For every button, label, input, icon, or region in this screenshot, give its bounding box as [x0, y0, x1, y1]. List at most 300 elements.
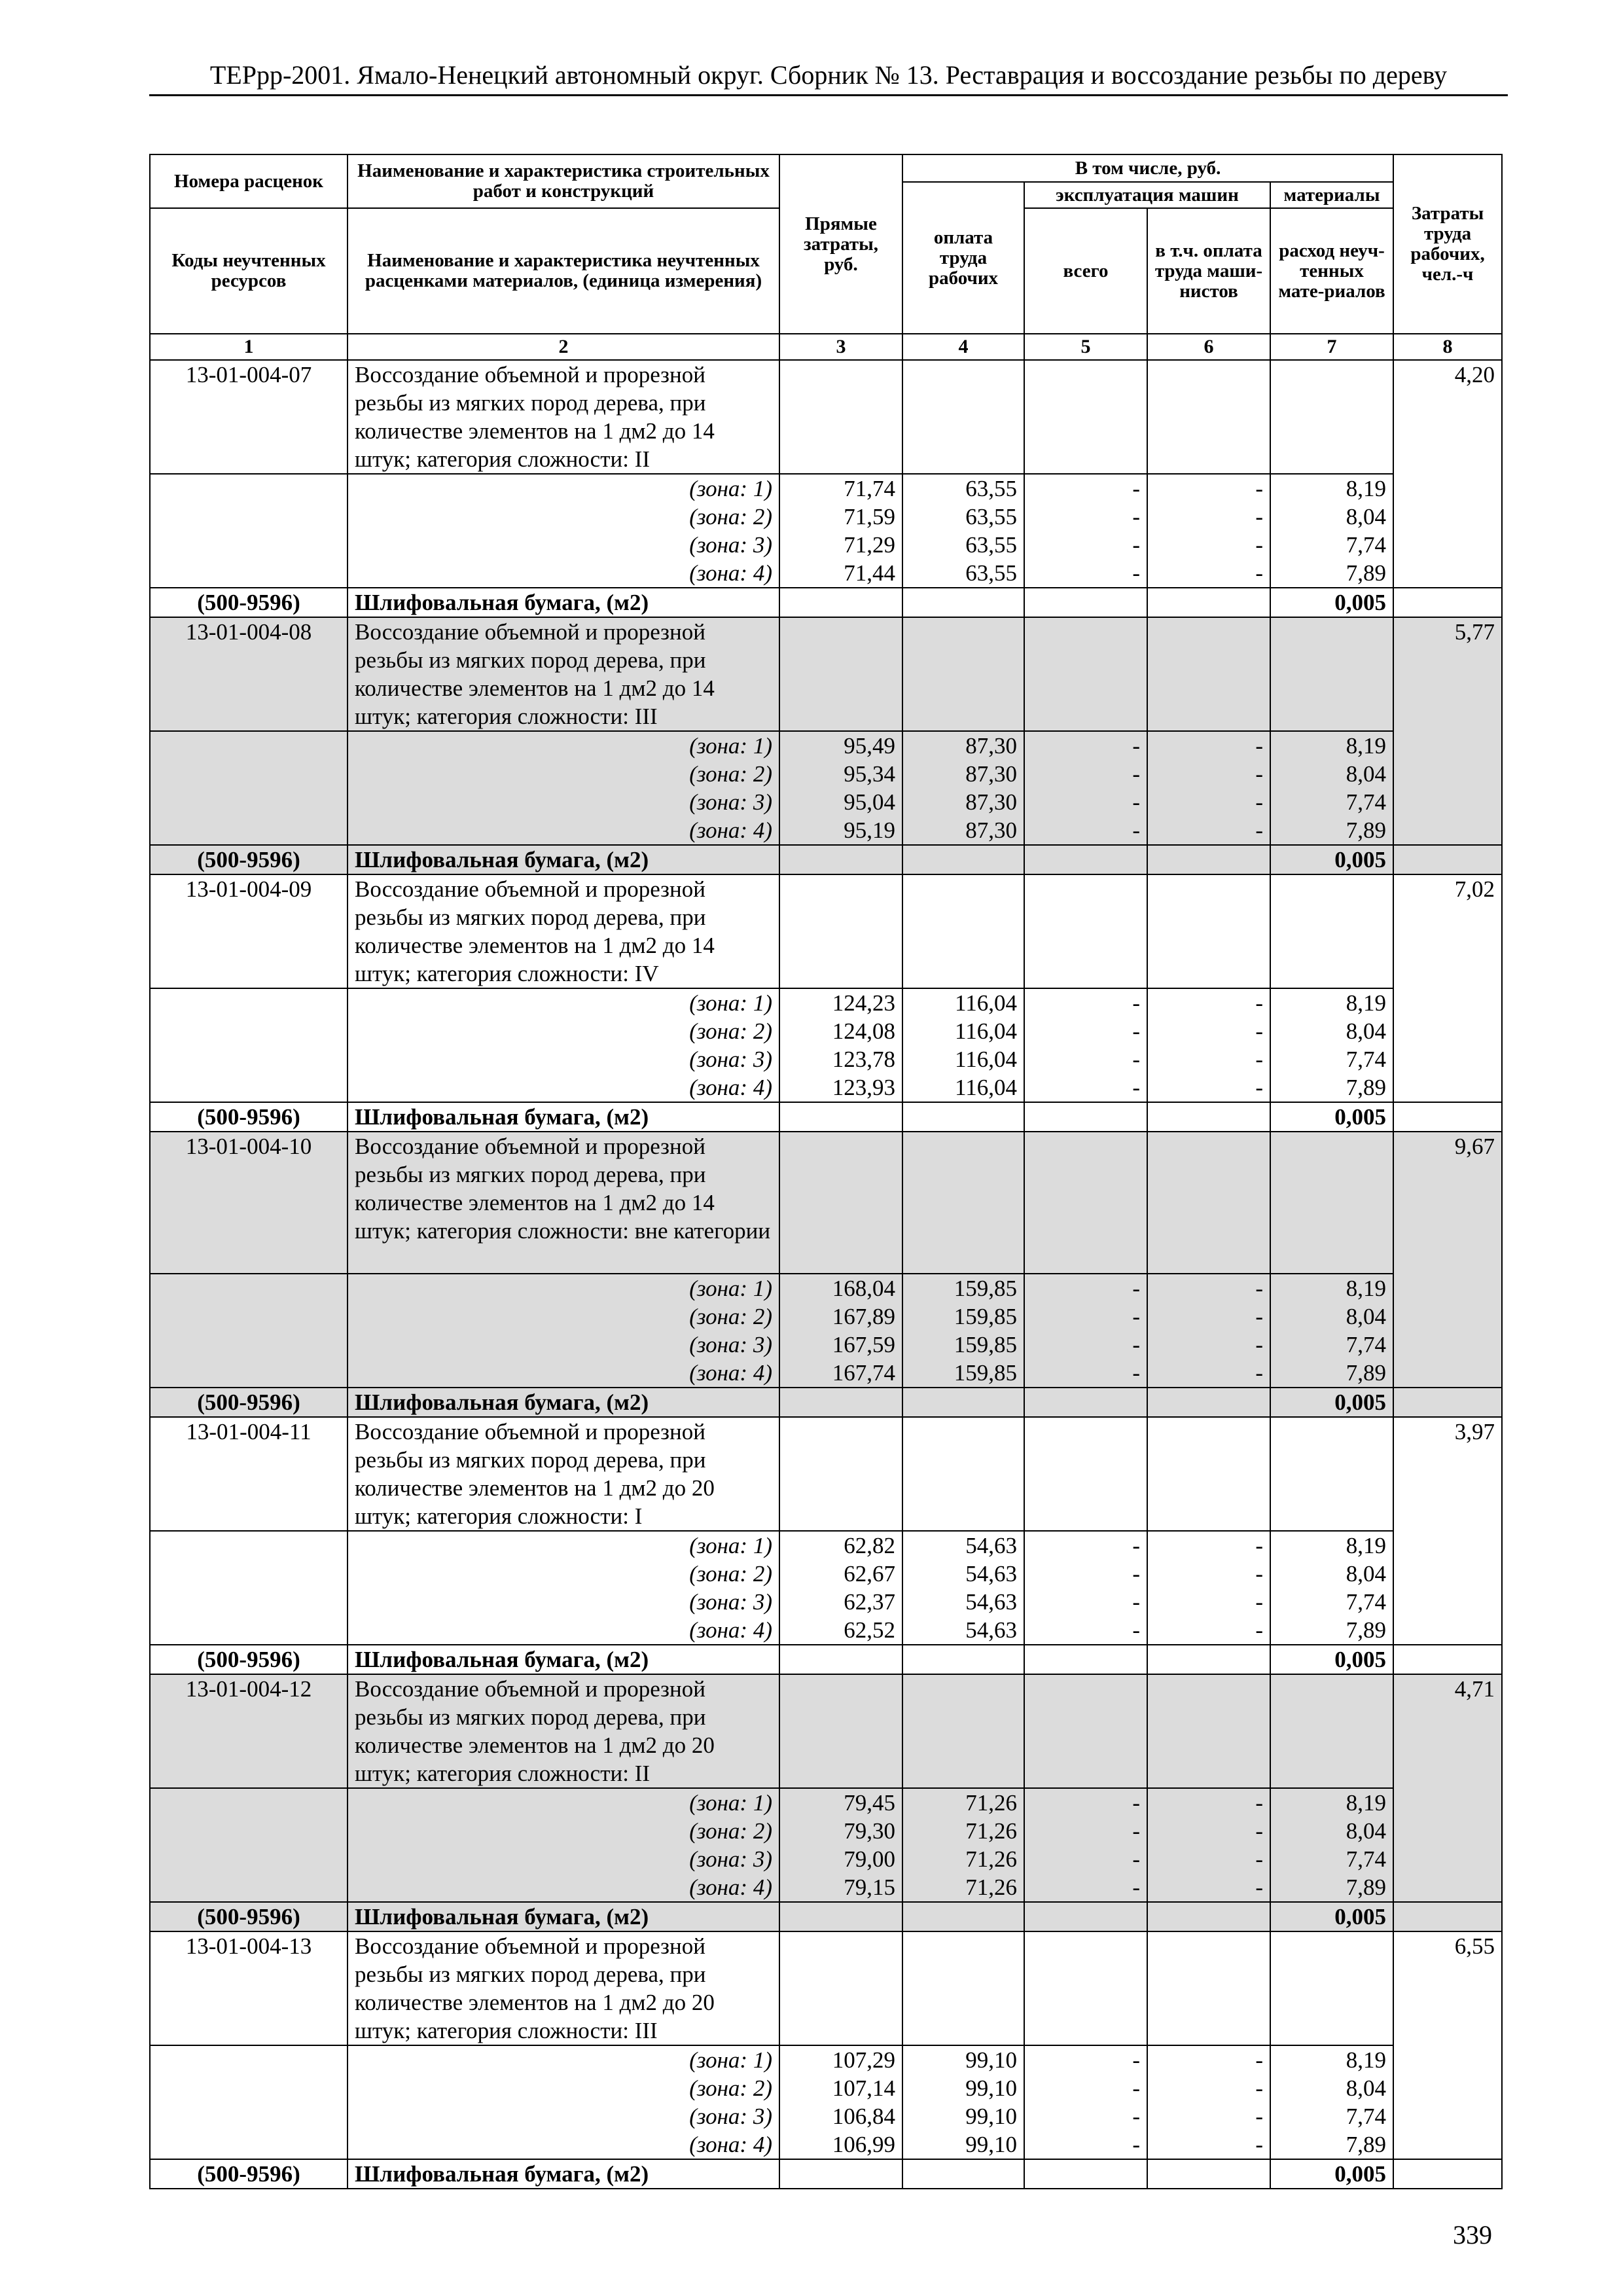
worker-pay-value: 63,55	[965, 560, 1017, 586]
header-labor-costs: Затраты труда рабочих, чел.-ч	[1393, 154, 1502, 334]
resource-row	[150, 845, 1502, 874]
empty-cell	[1147, 1417, 1270, 1531]
materials-value: 7,74	[1346, 532, 1387, 558]
machinist-pay-value: -	[1255, 817, 1263, 843]
resource-row	[150, 588, 1502, 617]
empty-cell	[1270, 1931, 1393, 2045]
spacer	[157, 2046, 340, 2074]
empty-cell	[1393, 1388, 1502, 1417]
empty-cell	[779, 617, 902, 731]
column-number: 7	[1270, 334, 1393, 360]
zone-label: (зона: 1)	[689, 476, 772, 501]
zone-cell	[779, 988, 902, 1102]
zone-cell	[902, 474, 1024, 588]
work-description: Воссоздание объемной и прорезной резьбы из мягких пород дерева, при количестве элементов на 1 дм2 до 14 штук; категория сложности: IV	[348, 874, 779, 988]
zone-cell	[1270, 1788, 1393, 1902]
direct-costs-value: 62,52	[844, 1617, 895, 1643]
empty-cell	[1147, 1102, 1270, 1132]
zone-cell	[1147, 2045, 1270, 2159]
machinist-pay-value: -	[1255, 476, 1263, 501]
machinist-pay-value: -	[1255, 2104, 1263, 2129]
zone-label: (зона: 2)	[689, 1304, 772, 1329]
worker-pay-value: 159,85	[954, 1276, 1017, 1301]
machinist-pay-value: -	[1255, 1874, 1263, 1900]
zone-label: (зона: 3)	[689, 1846, 772, 1872]
materials-value: 7,89	[1346, 1874, 1387, 1900]
empty-cell	[902, 1674, 1024, 1788]
empty-cell	[1024, 2159, 1147, 2189]
zone-cell	[150, 731, 348, 845]
empty-cell	[902, 1902, 1024, 1931]
machinery-total-value: -	[1132, 560, 1140, 586]
zone-cell	[779, 1788, 902, 1902]
direct-costs-value: 107,14	[832, 2075, 895, 2101]
zone-label: (зона: 2)	[689, 761, 772, 787]
empty-cell	[902, 360, 1024, 474]
zone-cell	[348, 2045, 779, 2159]
resource-name: Шлифовальная бумага, (м2)	[348, 1902, 779, 1931]
zone-cell	[1270, 2045, 1393, 2159]
empty-cell	[902, 588, 1024, 617]
direct-costs-value: 95,49	[844, 733, 895, 759]
machinist-pay-value: -	[1255, 990, 1263, 1016]
empty-cell	[1270, 1132, 1393, 1274]
empty-cell	[779, 845, 902, 874]
materials-value: 8,04	[1346, 1018, 1387, 1044]
machinery-total-value: -	[1132, 1561, 1140, 1587]
empty-cell	[779, 1102, 902, 1132]
zone-cell	[1024, 1788, 1147, 1902]
direct-costs-value: 95,04	[844, 789, 895, 815]
machinery-total-value: -	[1132, 532, 1140, 558]
zone-cell	[1024, 2045, 1147, 2159]
machinery-total-value: -	[1132, 2104, 1140, 2129]
machinist-pay-value: -	[1255, 1075, 1263, 1100]
worker-pay-value: 54,63	[965, 1589, 1017, 1615]
machinist-pay-value: -	[1255, 733, 1263, 759]
machinist-pay-value: -	[1255, 1589, 1263, 1615]
zone-cell	[150, 1788, 348, 1902]
empty-cell	[902, 1132, 1024, 1274]
empty-cell	[1270, 874, 1393, 988]
column-numbers-row	[150, 334, 1502, 360]
empty-cell	[1147, 1132, 1270, 1274]
empty-cell	[779, 1388, 902, 1417]
direct-costs-value: 167,89	[832, 1304, 895, 1329]
resource-name: Шлифовальная бумага, (м2)	[348, 1102, 779, 1132]
empty-cell	[1024, 874, 1147, 988]
machinist-pay-value: -	[1255, 1018, 1263, 1044]
machinist-pay-value: -	[1255, 1360, 1263, 1386]
empty-cell	[779, 1902, 902, 1931]
spacer	[157, 1616, 340, 1644]
materials-value: 8,04	[1346, 761, 1387, 787]
direct-costs-value: 79,00	[844, 1846, 895, 1872]
materials-value: 7,89	[1346, 560, 1387, 586]
rate-code: 13-01-004-11	[150, 1417, 348, 1531]
zone-cell	[150, 2045, 348, 2159]
materials-value: 8,19	[1346, 1790, 1387, 1816]
worker-pay-value: 159,85	[954, 1360, 1017, 1386]
zone-cell	[1270, 988, 1393, 1102]
empty-cell	[1024, 1132, 1147, 1274]
header-worker-pay: оплата труда рабочих	[902, 182, 1024, 334]
rate-block	[150, 1674, 1502, 1931]
spacer	[157, 1302, 340, 1331]
empty-cell	[1147, 588, 1270, 617]
empty-cell	[779, 1645, 902, 1674]
zone-label: (зона: 4)	[689, 560, 772, 586]
materials-value: 7,89	[1346, 817, 1387, 843]
machinery-total-value: -	[1132, 1874, 1140, 1900]
column-number: 6	[1147, 334, 1270, 360]
zone-cell	[1024, 1274, 1147, 1388]
empty-cell	[902, 874, 1024, 988]
zone-label: (зона: 4)	[689, 1617, 772, 1643]
empty-cell	[1024, 1102, 1147, 1132]
empty-cell	[1024, 1645, 1147, 1674]
machinist-pay-value: -	[1255, 1533, 1263, 1558]
empty-cell	[1024, 360, 1147, 474]
direct-costs-value: 124,23	[832, 990, 895, 1016]
column-number: 1	[150, 334, 348, 360]
direct-costs-value: 62,82	[844, 1533, 895, 1558]
zone-label: (зона: 4)	[689, 1075, 772, 1100]
machinery-total-value: -	[1132, 1846, 1140, 1872]
zone-label: (зона: 4)	[689, 1874, 772, 1900]
machinery-total-value: -	[1132, 733, 1140, 759]
resource-name: Шлифовальная бумага, (м2)	[348, 1388, 779, 1417]
zone-cell	[1270, 731, 1393, 845]
empty-cell	[902, 1931, 1024, 2045]
work-description: Воссоздание объемной и прорезной резьбы из мягких пород дерева, при количестве элементов на 1 дм2 до 20 штук; категория сложности: I	[348, 1417, 779, 1531]
empty-cell	[902, 1102, 1024, 1132]
materials-value: 8,19	[1346, 990, 1387, 1016]
resource-qty: 0,005	[1270, 845, 1393, 874]
resource-qty: 0,005	[1270, 588, 1393, 617]
labor-costs-value: 6,55	[1393, 1931, 1502, 2159]
zones-row	[150, 1274, 1502, 1388]
zone-cell	[1147, 731, 1270, 845]
direct-costs-value: 106,84	[832, 2104, 895, 2129]
direct-costs-value: 95,19	[844, 817, 895, 843]
direct-costs-value: 124,08	[832, 1018, 895, 1044]
zone-cell	[348, 1274, 779, 1388]
worker-pay-value: 159,85	[954, 1332, 1017, 1357]
empty-cell	[1393, 845, 1502, 874]
machinist-pay-value: -	[1255, 1846, 1263, 1872]
empty-cell	[1270, 360, 1393, 474]
column-number: 3	[779, 334, 902, 360]
machinery-total-value: -	[1132, 2132, 1140, 2157]
zone-cell	[902, 1531, 1024, 1645]
worker-pay-value: 99,10	[965, 2047, 1017, 2073]
rate-block	[150, 617, 1502, 874]
zone-cell	[348, 1531, 779, 1645]
empty-cell	[902, 845, 1024, 874]
machinery-total-value: -	[1132, 1276, 1140, 1301]
machinery-total-value: -	[1132, 1018, 1140, 1044]
machinery-total-value: -	[1132, 789, 1140, 815]
rate-code: 13-01-004-12	[150, 1674, 348, 1788]
machinist-pay-value: -	[1255, 504, 1263, 529]
zone-cell	[779, 2045, 902, 2159]
spacer	[157, 1532, 340, 1560]
column-number: 2	[348, 334, 779, 360]
spacer	[157, 2074, 340, 2102]
rate-code: 13-01-004-13	[150, 1931, 348, 2045]
rate-block	[150, 874, 1502, 1132]
zone-cell	[1270, 1531, 1393, 1645]
machinist-pay-value: -	[1255, 532, 1263, 558]
machinist-pay-value: -	[1255, 2047, 1263, 2073]
empty-cell	[779, 1132, 902, 1274]
labor-costs-value: 9,67	[1393, 1132, 1502, 1388]
work-description: Воссоздание объемной и прорезной резьбы из мягких пород дерева, при количестве элементов на 1 дм2 до 14 штук; категория сложности: вне категории	[348, 1132, 779, 1274]
machinist-pay-value: -	[1255, 1561, 1263, 1587]
materials-value: 7,89	[1346, 1360, 1387, 1386]
zones-row	[150, 1531, 1502, 1645]
worker-pay-value: 71,26	[965, 1846, 1017, 1872]
empty-cell	[1024, 1902, 1147, 1931]
resource-row	[150, 1102, 1502, 1132]
machinery-total-value: -	[1132, 2047, 1140, 2073]
header-machinery: эксплуатация машин	[1024, 182, 1270, 208]
spacer	[157, 475, 340, 503]
spacer	[157, 760, 340, 788]
empty-cell	[779, 2159, 902, 2189]
rate-code: 13-01-004-10	[150, 1132, 348, 1274]
spacer	[157, 1045, 340, 1073]
rate-code: 13-01-004-09	[150, 874, 348, 988]
worker-pay-value: 87,30	[965, 789, 1017, 815]
materials-value: 7,74	[1346, 789, 1387, 815]
empty-cell	[1147, 1645, 1270, 1674]
zone-cell	[150, 1531, 348, 1645]
zone-label: (зона: 2)	[689, 1818, 772, 1844]
direct-costs-value: 62,37	[844, 1589, 895, 1615]
empty-cell	[1024, 1417, 1147, 1531]
table-header	[150, 154, 1502, 360]
direct-costs-value: 168,04	[832, 1276, 895, 1301]
materials-value: 8,04	[1346, 1818, 1387, 1844]
work-description: Воссоздание объемной и прорезной резьбы из мягких пород дерева, при количестве элементов на 1 дм2 до 20 штук; категория сложности: III	[348, 1931, 779, 2045]
machinist-pay-value: -	[1255, 1617, 1263, 1643]
worker-pay-value: 99,10	[965, 2075, 1017, 2101]
zone-cell	[1270, 1274, 1393, 1388]
empty-cell	[779, 1674, 902, 1788]
zone-cell	[779, 731, 902, 845]
zone-label: (зона: 2)	[689, 504, 772, 529]
machinist-pay-value: -	[1255, 2075, 1263, 2101]
table-row	[150, 1674, 1502, 1788]
header-machinist-pay: в т.ч. оплата труда маши-нистов	[1147, 208, 1270, 334]
zone-cell	[902, 988, 1024, 1102]
spacer	[157, 559, 340, 587]
zone-cell	[779, 1274, 902, 1388]
worker-pay-value: 87,30	[965, 761, 1017, 787]
zone-cell	[1147, 1531, 1270, 1645]
empty-cell	[1147, 1388, 1270, 1417]
spacer	[157, 1817, 340, 1845]
header-resource-name: Наименование и характеристика неучтенных расценками материалов, (единица измерения)	[348, 208, 779, 334]
zones-row	[150, 474, 1502, 588]
machinery-total-value: -	[1132, 2075, 1140, 2101]
materials-value: 8,19	[1346, 1533, 1387, 1558]
rate-block	[150, 1132, 1502, 1417]
spacer	[157, 1017, 340, 1045]
empty-cell	[1147, 874, 1270, 988]
machinery-total-value: -	[1132, 817, 1140, 843]
zone-cell	[1024, 731, 1147, 845]
table-row	[150, 874, 1502, 988]
empty-cell	[1270, 617, 1393, 731]
resource-code: (500-9596)	[150, 2159, 348, 2189]
zone-label: (зона: 4)	[689, 817, 772, 843]
zone-cell	[348, 474, 779, 588]
machinist-pay-value: -	[1255, 1818, 1263, 1844]
materials-value: 7,74	[1346, 1589, 1387, 1615]
spacer	[157, 788, 340, 816]
direct-costs-value: 107,29	[832, 2047, 895, 2073]
spacer	[157, 1588, 340, 1616]
spacer	[157, 816, 340, 844]
empty-cell	[1024, 1674, 1147, 1788]
empty-cell	[1147, 617, 1270, 731]
zone-cell	[1024, 1531, 1147, 1645]
zone-cell	[1024, 474, 1147, 588]
spacer	[157, 531, 340, 559]
rate-code: 13-01-004-07	[150, 360, 348, 474]
worker-pay-value: 71,26	[965, 1874, 1017, 1900]
zone-label: (зона: 3)	[689, 1332, 772, 1357]
resource-row	[150, 1902, 1502, 1931]
machinery-total-value: -	[1132, 1304, 1140, 1329]
worker-pay-value: 99,10	[965, 2104, 1017, 2129]
machinery-total-value: -	[1132, 1617, 1140, 1643]
materials-value: 8,04	[1346, 1561, 1387, 1587]
header-direct-costs: Прямые затраты, руб.	[779, 154, 902, 334]
resource-qty: 0,005	[1270, 1645, 1393, 1674]
materials-value: 7,89	[1346, 1075, 1387, 1100]
labor-costs-value: 5,77	[1393, 617, 1502, 845]
zone-cell	[150, 988, 348, 1102]
empty-cell	[1393, 588, 1502, 617]
header-rate-numbers: Номера расценок	[150, 154, 348, 208]
labor-costs-value: 4,71	[1393, 1674, 1502, 1902]
spacer	[157, 1845, 340, 1873]
materials-value: 7,89	[1346, 1617, 1387, 1643]
spacer	[157, 2102, 340, 2130]
table-row	[150, 617, 1502, 731]
zone-cell	[779, 474, 902, 588]
machinery-total-value: -	[1132, 761, 1140, 787]
zones-row	[150, 2045, 1502, 2159]
spacer	[157, 1359, 340, 1387]
empty-cell	[1024, 617, 1147, 731]
materials-value: 8,19	[1346, 2047, 1387, 2073]
direct-costs-value: 123,78	[832, 1047, 895, 1072]
worker-pay-value: 116,04	[955, 1075, 1017, 1100]
spacer	[157, 989, 340, 1017]
zone-label: (зона: 1)	[689, 990, 772, 1016]
machinist-pay-value: -	[1255, 1276, 1263, 1301]
header-rule	[149, 94, 1508, 96]
zone-label: (зона: 4)	[689, 1360, 772, 1386]
header-materials: материалы	[1270, 182, 1393, 208]
worker-pay-value: 116,04	[955, 1047, 1017, 1072]
direct-costs-value: 106,99	[832, 2132, 895, 2157]
materials-value: 7,74	[1346, 1332, 1387, 1357]
direct-costs-value: 123,93	[832, 1075, 895, 1100]
zone-cell	[1147, 474, 1270, 588]
zone-label: (зона: 1)	[689, 1533, 772, 1558]
resource-name: Шлифовальная бумага, (м2)	[348, 588, 779, 617]
resource-qty: 0,005	[1270, 1902, 1393, 1931]
empty-cell	[902, 2159, 1024, 2189]
direct-costs-value: 79,45	[844, 1790, 895, 1816]
spacer	[157, 2130, 340, 2159]
direct-costs-value: 79,30	[844, 1818, 895, 1844]
machinery-total-value: -	[1132, 1533, 1140, 1558]
resource-code: (500-9596)	[150, 1645, 348, 1674]
rate-code: 13-01-004-08	[150, 617, 348, 731]
resource-row	[150, 1645, 1502, 1674]
worker-pay-value: 116,04	[955, 990, 1017, 1016]
empty-cell	[1024, 588, 1147, 617]
worker-pay-value: 54,63	[965, 1617, 1017, 1643]
spacer	[157, 1873, 340, 1901]
empty-cell	[1147, 845, 1270, 874]
zone-label: (зона: 1)	[689, 2047, 772, 2073]
zone-label: (зона: 1)	[689, 1276, 772, 1301]
empty-cell	[779, 874, 902, 988]
header-machinery-total: всего	[1024, 208, 1147, 334]
empty-cell	[779, 360, 902, 474]
resource-name: Шлифовальная бумага, (м2)	[348, 845, 779, 874]
machinist-pay-value: -	[1255, 560, 1263, 586]
resource-qty: 0,005	[1270, 1102, 1393, 1132]
empty-cell	[902, 1417, 1024, 1531]
column-number: 5	[1024, 334, 1147, 360]
worker-pay-value: 71,26	[965, 1790, 1017, 1816]
machinist-pay-value: -	[1255, 2132, 1263, 2157]
direct-costs-value: 95,34	[844, 761, 895, 787]
resource-code: (500-9596)	[150, 845, 348, 874]
header-work-name: Наименование и характеристика строительных работ и конструкций	[348, 154, 779, 208]
machinist-pay-value: -	[1255, 1047, 1263, 1072]
machinist-pay-value: -	[1255, 789, 1263, 815]
machinery-total-value: -	[1132, 1589, 1140, 1615]
resource-qty: 0,005	[1270, 1388, 1393, 1417]
empty-cell	[1147, 1674, 1270, 1788]
header-including: В том числе, руб.	[902, 154, 1393, 182]
resource-name: Шлифовальная бумага, (м2)	[348, 2159, 779, 2189]
resource-code: (500-9596)	[150, 1388, 348, 1417]
column-number: 8	[1393, 334, 1502, 360]
resource-qty: 0,005	[1270, 2159, 1393, 2189]
direct-costs-value: 167,59	[832, 1332, 895, 1357]
materials-value: 8,19	[1346, 476, 1387, 501]
machinist-pay-value: -	[1255, 1304, 1263, 1329]
machinery-total-value: -	[1132, 1360, 1140, 1386]
machinery-total-value: -	[1132, 504, 1140, 529]
empty-cell	[1024, 845, 1147, 874]
materials-value: 7,74	[1346, 1047, 1387, 1072]
zones-row	[150, 1788, 1502, 1902]
machinery-total-value: -	[1132, 1818, 1140, 1844]
zone-cell	[1024, 988, 1147, 1102]
